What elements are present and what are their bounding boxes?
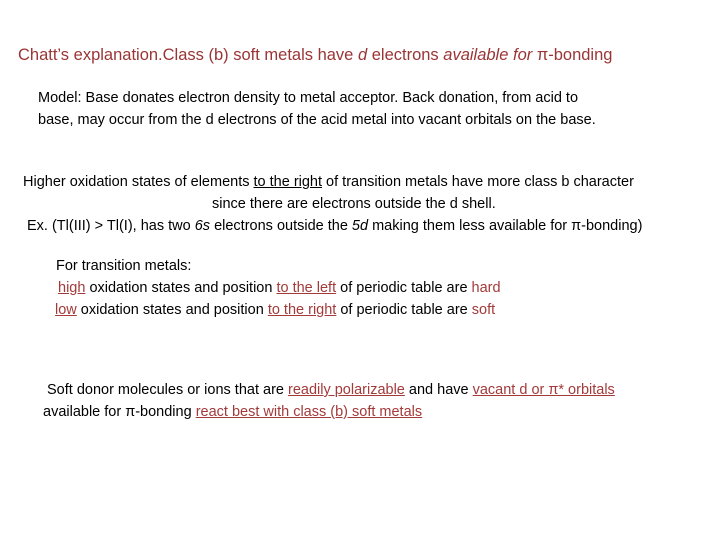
- transition-row-high: high oxidation states and position to the left of periodic table are hard: [58, 280, 501, 296]
- transition-row-low: low oxidation states and position to the right of periodic table are soft: [55, 302, 496, 318]
- higher-line-2: since there are electrons outside the d shell.: [212, 196, 496, 212]
- model-line-2: base, may occur from the d electrons of the acid metal into vacant orbitals on the base.: [38, 112, 596, 128]
- donor-line-2: available for π-bonding react best with class (b) soft metals: [43, 404, 423, 420]
- slide-title: Chatt’s explanation.Class (b) soft metals have d electrons available for π-bonding: [18, 46, 613, 64]
- higher-line-3: Ex. (Tl(III) > Tl(I), has two 6s electrons outside the 5d making them less available for π-bonding): [27, 218, 643, 234]
- model-line-1: Model: Base donates electron density to metal acceptor. Back donation, from acid to: [38, 90, 579, 106]
- higher-line-1: Higher oxidation states of elements to the right of transition metals have more class b character: [23, 174, 634, 190]
- donor-line-1: Soft donor molecules or ions that are readily polarizable and have vacant d or π* orbitals: [47, 382, 615, 398]
- transition-heading: For transition metals:: [56, 258, 192, 274]
